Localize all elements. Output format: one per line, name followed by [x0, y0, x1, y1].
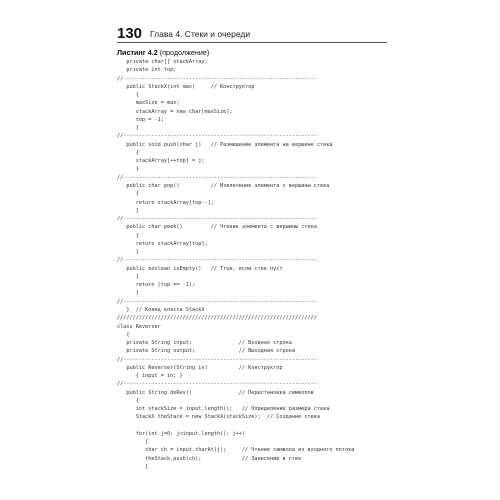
code-line: public boolean isEmpty() // True, если стек пуст — [117, 265, 283, 272]
code-line — [117, 422, 393, 430]
code-line: private String input; // Входная строка — [117, 340, 292, 347]
listing-caption — [117, 48, 209, 57]
code-line: } — [117, 464, 149, 471]
code-line: //-------------------------------------------------------------- — [117, 356, 317, 363]
code-line: } — [117, 125, 139, 132]
code-line: return stackArray[top--]; — [117, 199, 214, 206]
code-line: { — [117, 397, 139, 404]
code-line: { — [117, 331, 130, 338]
code-line: } — [117, 207, 139, 214]
code-line: top = -1; — [117, 116, 164, 123]
code-line: //-------------------------------------------------------------- — [117, 257, 317, 264]
code-line: //////////////////////////////////////////////////////////////// — [117, 315, 317, 322]
code-line: class Reverser — [117, 323, 161, 330]
code-listing — [117, 58, 393, 471]
code-line: public char peek() // Чтение элемента с вершины стека — [117, 224, 317, 231]
code-line: { — [117, 191, 139, 198]
code-line: int stackSize = input.length(); // Определение размера стека — [117, 406, 330, 413]
code-line: public char pop() // Извлечение элемента с вершины стека — [117, 182, 330, 189]
code-line: private char[] stackArray; — [117, 59, 208, 65]
code-line: //-------------------------------------------------------------- — [117, 216, 317, 223]
code-line: public Reverser(String in) // Конструктор — [117, 364, 283, 371]
code-line: return stackArray[top]; — [117, 240, 208, 247]
code-line: theStack.push(ch); // Занесение в стек — [117, 455, 302, 462]
listing-continuation: (продолжение) — [157, 48, 210, 57]
code-line: { input = in; } — [117, 373, 183, 380]
code-line: } — [117, 166, 139, 173]
code-line: { — [117, 149, 139, 156]
code-line: maxSize = max; — [117, 100, 180, 107]
code-line: //-------------------------------------------------------------- — [117, 298, 317, 305]
code-line: { — [117, 92, 139, 99]
code-line: private int top; — [117, 67, 177, 74]
code-line: } — [117, 249, 139, 256]
page-number: 130 — [117, 25, 143, 42]
code-line: { — [117, 439, 149, 446]
code-line: char ch = input.charAt(j); // Чтение символа из входного потока — [117, 447, 355, 454]
code-line: return (top == -1); — [117, 282, 196, 289]
code-line: { — [117, 273, 139, 280]
code-line: } — [117, 290, 139, 297]
code-line: stackArray = new char[maxSize]; — [117, 108, 233, 115]
code-line: //-------------------------------------------------------------- — [117, 381, 317, 388]
code-line: //-------------------------------------------------------------- — [117, 75, 317, 82]
code-line: public StackX(int max) // Конструктор — [117, 83, 255, 90]
code-line: } // Конец класса StackX — [117, 306, 205, 313]
code-line: public String doRev() // Перестановка символов — [117, 389, 314, 396]
listing-number: Листинг 4.2 — [117, 48, 158, 57]
code-line: for(int j=0; j<input.length(); j++) — [117, 430, 246, 437]
code-line: //-------------------------------------------------------------- — [117, 133, 317, 140]
code-line: stackArray[++top] = j; — [117, 158, 205, 165]
code-line: //-------------------------------------------------------------- — [117, 174, 317, 181]
code-line: private String output; // Выходная строка — [117, 348, 296, 355]
code-line: public void push(char j) // Размещение элемента на вершине стека — [117, 141, 333, 148]
code-line: { — [117, 232, 139, 239]
code-line: StackX theStack = new StackX(stackSize); // Создание стека — [117, 414, 321, 421]
page-header — [117, 20, 387, 43]
chapter-title: Глава 4. Стеки и очереди — [150, 29, 251, 39]
